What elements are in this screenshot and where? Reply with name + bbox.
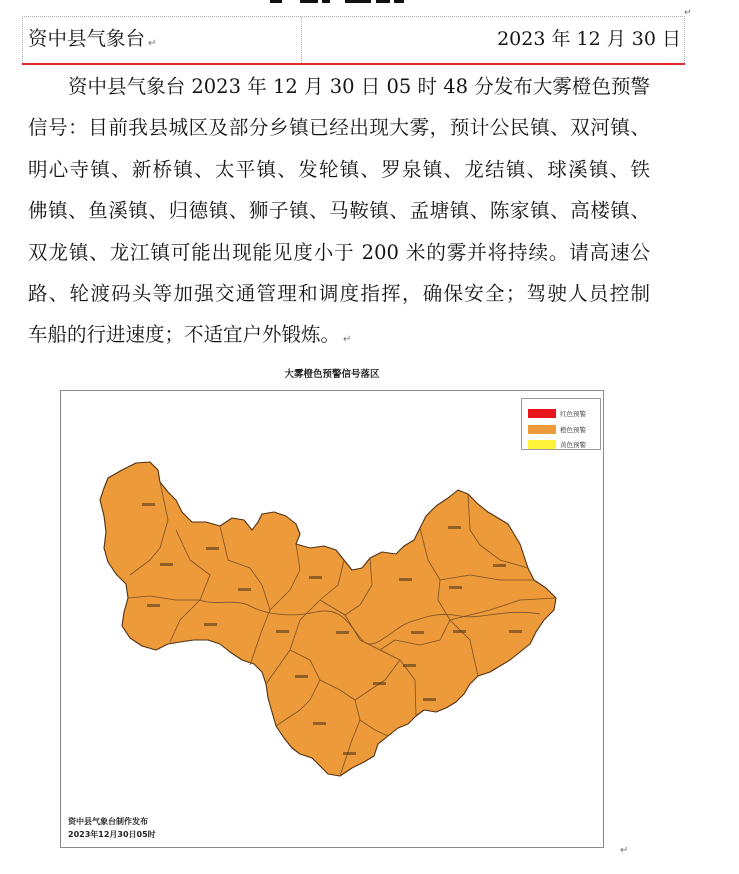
town-label-mark: [206, 547, 219, 550]
cropped-glyph: [345, 0, 371, 3]
town-label-mark: [411, 631, 424, 634]
body-line: 信号：目前我县城区及部分乡镇已经出现大雾，预计公民镇、双河镇、: [28, 116, 650, 140]
header-table: [22, 16, 685, 63]
header-red-rule: [22, 63, 685, 65]
legend-item-red: [528, 403, 586, 418]
legend-item-yellow: [528, 434, 586, 449]
paragraph-mark-icon: ↵: [148, 38, 157, 49]
legend-swatch-yellow: [528, 440, 556, 449]
issuer-name: 资中县气象台: [28, 27, 146, 50]
body-line: 双龙镇、龙江镇可能出现能见度小于 200 米的雾并将持续。请高速公: [28, 240, 650, 264]
town-label-mark: [238, 588, 251, 591]
credit-publisher: 资中县气象台制作发布: [68, 817, 148, 826]
town-label-mark: [493, 564, 506, 567]
town-label-mark: [449, 586, 462, 589]
credit-timestamp: 2023年12月30日05时: [68, 830, 156, 839]
town-label-mark: [453, 630, 466, 633]
town-label-mark: [160, 563, 173, 566]
town-label-mark: [295, 675, 308, 678]
town-label-mark: [403, 664, 416, 667]
cropped-glyph: [300, 0, 318, 3]
town-label-mark: [336, 631, 349, 634]
warning-paragraph: [28, 66, 650, 356]
town-label-mark: [509, 630, 522, 633]
town-label-mark: [423, 698, 436, 701]
county-outline: [100, 462, 556, 776]
body-line: 资中县气象台 2023 年 12 月 30 日 05 时 48 分发布大雾橙色预警: [68, 75, 650, 98]
issue-date: 2023 年 12 月 30 日: [497, 28, 681, 50]
paragraph-mark-icon: ↵: [343, 334, 352, 346]
town-label-mark: [204, 623, 217, 626]
town-label-mark: [343, 752, 356, 755]
paragraph-mark-icon: ↵: [620, 845, 629, 856]
body-line: 明心寺镇、新桥镇、太平镇、发轮镇、罗泉镇、龙结镇、球溪镇、铁: [28, 157, 650, 181]
legend-swatch-orange: [528, 425, 556, 434]
issue-date-cell: [497, 26, 681, 52]
figure-title: 大雾橙色预警信号落区: [284, 369, 380, 380]
town-label-mark: [399, 578, 412, 581]
town-label-mark: [142, 503, 155, 506]
town-label-mark: [309, 576, 322, 579]
cropped-glyph: [394, 0, 404, 3]
table-cell-divider: [301, 17, 302, 63]
issuer-cell: [28, 26, 156, 57]
body-line-last: [28, 314, 650, 355]
map-credit: [68, 815, 156, 841]
town-label-mark: [373, 682, 386, 685]
legend-label: 橙色预警: [560, 425, 586, 434]
town-label-mark: [147, 604, 160, 607]
town-label-mark: [313, 722, 326, 725]
map-figure-frame: [60, 390, 604, 848]
cropped-glyph: [270, 0, 282, 3]
cropped-glyph: [322, 0, 330, 3]
legend-swatch-red: [528, 409, 556, 418]
town-label-mark: [448, 526, 461, 529]
map-legend: [521, 398, 601, 450]
cropped-heading-fragment: [262, 0, 412, 6]
town-label-mark: [276, 630, 289, 633]
body-line: 佛镇、鱼溪镇、归德镇、狮子镇、马鞍镇、孟塘镇、陈家镇、高楼镇、: [28, 199, 650, 223]
legend-label: 红色预警: [560, 409, 586, 418]
warning-area-map: [60, 390, 604, 848]
cell-end-mark-icon: ↵: [684, 8, 692, 18]
legend-item-orange: [528, 419, 586, 434]
legend-label: 黄色预警: [560, 440, 586, 449]
body-line: 路、轮渡码头等加强交通管理和调度指挥，确保安全；驾驶人员控制: [28, 281, 650, 305]
cropped-glyph: [376, 0, 390, 3]
body-line-text: 车船的行进速度；不适宜户外锻炼。: [28, 323, 341, 347]
